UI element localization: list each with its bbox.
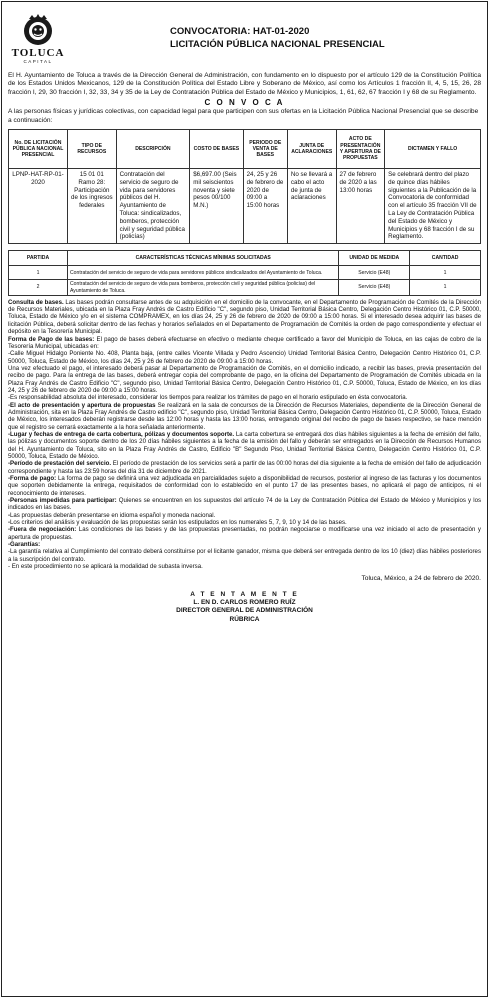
table-cell: 1: [410, 280, 481, 296]
table-row: [9, 280, 481, 296]
table-cell: No se llevará a cabo el acto de junta de aclaraciones: [287, 169, 336, 244]
col-header: ACTO DE PRESENTACIÓN Y APERTURA DE PROPUESTAS: [336, 130, 385, 169]
table-cell: Se celebrará dentro del plazo de quince días hábiles siguientes a la Publicación de la Convocatoria de conformidad con el artículo 35 fracción VII de La Ley de Contratación Pública del Estado de México y Municipios y 68 fracción I de su Reglamento.: [385, 169, 481, 244]
page-subtitle: LICITACIÓN PÚBLICA NACIONAL PRESENCIAL: [170, 39, 385, 50]
paragraph-text: El pago de bases deberá efectuarse en efectivo o mediante cheque certificado a favor del Municipio de Toluca, en las cajas de cobro de la Tesorería Municipal, ubicadas en:: [8, 335, 481, 350]
body-paragraph: [8, 402, 481, 431]
table-cell: Contratación del servicio de seguro de vida para servidores públicos del H. Ayuntamiento de Toluca: sindicalizados, bomberos, protección civil y seguridad pública (policías): [116, 169, 190, 244]
toluca-logo: [12, 13, 64, 64]
col-header: TIPO DE RECURSOS: [68, 130, 117, 169]
signature-block: [8, 591, 481, 625]
paragraph-text: Las bases podrán consultarse antes de su adquisición en el domicilio de la convocante, en el Departamento de Programación de Comités de la Dirección de Recursos Materiales, ubicada en la Plaza Fray Andrés de Castro Edificio "C", segundo piso, Unidad Territorial Básica Centro, Delegación Centro Histórico 01, C.P. 50000, Toluca, Estado de México y/o en el sistema COMPRAMEX, en los días 24, 25 y 26 de febrero de 2020 de 09:00 a 15:00 horas. Si el interesado desea adquirir las bases de licitación Pública, deberá solicitar dentro de las fechas y horarios señalados en el Departamento de Programación de Comités la orden de pago correspondiente y efectuar el depósito en la Tesorería Municipal.: [8, 298, 481, 336]
page-title: CONVOCATORIA: HAT-01-2020: [170, 26, 310, 37]
col-header: JUNTA DE ACLARACIONES: [287, 130, 336, 169]
col-header: DICTAMEN Y FALLO: [385, 130, 481, 169]
body-paragraph: [8, 541, 481, 548]
body-paragraph: [8, 497, 481, 512]
body-paragraph: [8, 336, 481, 351]
paragraph-text: La forma de pago se definirá una vez adjudicada en parcialidades sujeto a disponibilidad de recursos, posterior al ingreso de las facturas y los documentos que soporten debidamente la entrega, requisitados de conformidad con lo establecido en el punto 17 de las presentes bases, no aplicará el pago de anticipos, ni el reconocimiento de intereses.: [8, 475, 481, 497]
licitacion-table-header: [9, 130, 481, 169]
body-paragraph: [8, 299, 481, 336]
col-header: CARACTERÍSTICAS TÉCNICAS MÍNIMAS SOLICITADAS: [68, 251, 339, 266]
header: [8, 7, 481, 69]
intro-paragraph: El H. Ayuntamiento de Toluca a través de la Dirección General de Administración, con fundamento en lo dispuesto por el artículo 129 de la Constitución Política de los Estados Unidos Mexicanos, 129 de la Constitución Política del Estado Libre y Soberano de México, así como los Artículos 1 fracción II, 4, 5, 15, 26, 28 fracción I, 29, 30 fracción I, 32, 33, 34 y 35 de la Ley de Contratación Pública del Estado de México y Municipios, 1, 61, 62, 67 fracción I y 68 de su Reglamento.: [8, 72, 481, 96]
body-paragraph: [8, 475, 481, 497]
paragraph-text: Las condiciones de las bases y de las propuestas presentadas, no podrán negociarse o modificarse una vez iniciado el acto de presentación y apertura de propuestas.: [8, 526, 481, 541]
paragraph-text: La carta cobertura se entregará dos días hábiles siguientes a la fecha de emisión del fallo, las pólizas y documentos soporte dentro de los 20 días hábiles siguientes a la fecha de la emisión del fallo y deberán ser entregados en la Dirección de Recursos Humanos del H. Ayuntamiento de Toluca, sito en la Plaza Fray Andrés de Castro, Edificio "B" Segundo Piso, Unidad Territorial Básica Centro, Delegación Centro Histórico 01, C.P. 50000, Toluca, Estado de México.: [8, 430, 481, 461]
conditions-body: [8, 299, 481, 571]
body-paragraph: [8, 365, 481, 394]
table-cell: Servicio (E48): [339, 266, 410, 280]
paragraph-label: -Período de prestación del servicio.: [8, 460, 112, 468]
paragraph-text: El período de prestación de los servicios será a partir de las 00:00 horas del día siguiente a la fecha de emisión del fallo de adjudicación correspondiente y hasta las 23:59 horas del día 31 de diciembre de 2021.: [8, 460, 482, 475]
logo-subtitle: CAPITAL: [23, 58, 53, 64]
body-paragraph: [8, 563, 481, 570]
toluca-emblem-icon: [21, 13, 55, 47]
table-row: [9, 169, 481, 244]
paragraph-text: Quienes se encuentren en los supuestos del artículo 74 de la Ley de Contratación Pública del Estado de México y Municipios y los indicados en las bases.: [8, 497, 482, 512]
licitacion-table: [8, 129, 481, 244]
paragraph-text: - En este procedimiento no se aplicará la modalidad de subasta inversa.: [8, 563, 203, 571]
body-paragraph: [8, 431, 481, 460]
signatory-position: DIRECTOR GENERAL DE ADMINISTRACIÓN: [176, 607, 313, 615]
body-paragraph: [8, 394, 481, 401]
paragraph-text: -La garantía relativa al Cumplimiento del contrato deberá constituirse por el licitante ganador, misma que deberá ser entregada dentro de los 10 (diez) días hábiles posteriores a la suscripción del contrato.: [8, 548, 481, 563]
paragraph-text: Los criterios del análisis y evaluación de las propuestas serán los estipulados en los numerales 5, 7, 9, 10 y 14 de las bases.: [10, 519, 347, 527]
col-header: UNIDAD DE MEDIDA: [339, 251, 410, 266]
body-paragraph: [8, 460, 481, 475]
paragraph-text: Una vez efectuado el pago, el interesado deberá pasar al Departamento de Programación de Comités, en el domicilio indicado, a recibir las bases, previa presentación del recibo de pago. Para la entrega de las bases, deberá entregar copia del comprobante de pago, en la oficina del Departamento de Programación de Comités ubicada en la Plaza Fray Andrés de Castro Edificio "C", segundo piso, Unidad Territorial Básica Centro, Delegación Centro Histórico 01, C.P. 50000, Toluca, Estado de México, en los días 24, 25 y 26 de febrero de 2020 de 09:00 a 15:00 horas.: [8, 364, 481, 394]
paragraph-label: -: [8, 519, 11, 527]
table-cell: Servicio (E48): [339, 280, 410, 296]
table-row: [9, 266, 481, 280]
paragraph-label: -Lugar y fechas de entrega de carta cobertura, pólizas y documentos soporte.: [8, 430, 235, 438]
table-cell: 27 de febrero de 2020 a las 13:00 horas: [336, 169, 385, 244]
paragraph-text: Se realizará en la sala de concursos de la Dirección de Recursos Materiales, dependiente de la Dirección General de Administración, sita en la Plaza Fray Andrés de Castro edificio "C", segundo piso, Unidad Territorial Básica Centro, Delegación Centro Histórico 01, C.P. 50000, Toluca, Estado de México, los interesados deberán registrarse desde las 12:00 horas y hasta las 13:00 horas, entregando original del recibo de pago de bases respectivo, se hace mención que el registro se cerrará exactamente a la hora señalada anteriormente.: [8, 401, 481, 431]
body-paragraph: [8, 548, 481, 563]
signature-closing: A T E N T A M E N T E: [190, 590, 299, 598]
paragraph-text: Las propuestas deberán presentarse en idioma español y moneda nacional.: [10, 511, 216, 519]
document-page: [1, 1, 488, 997]
convoca-heading: C O N V O C A: [204, 98, 285, 108]
body-paragraph: [8, 519, 481, 526]
logo-name: TOLUCA: [11, 46, 65, 59]
signatory-name: L. EN D. CARLOS ROMERO RUÍZ: [193, 598, 296, 606]
table-cell: 15 01 01 Ramo 28: Participación de los ingresos federales: [68, 169, 117, 244]
table-cell: 1: [410, 266, 481, 280]
paragraph-label: -: [8, 511, 11, 519]
col-header: COSTO DE BASES: [190, 130, 243, 169]
col-header: PARTIDA: [9, 251, 68, 266]
col-header: DESCRIPCIÓN: [116, 130, 190, 169]
table-cell: Contratación del servicio de seguro de vida para bomberos, protección civil y seguridad pública (policías) del Ayuntamiento de Toluca.: [68, 280, 339, 296]
table-cell: Contratación del servicio de seguro de vida para servidores públicos sindicalizados del Ayuntamiento de Toluca.: [68, 266, 339, 280]
table-cell: $6,697.00 (Seis mil seiscientos noventa y siete pesos 00/100 M.N.): [190, 169, 243, 244]
body-paragraph: [8, 350, 481, 365]
paragraph-text: -Es responsabilidad absoluta del interesado, considerar los tiempos para realizar los trámites de pago en el horario estipulado en ésta convocatoria.: [8, 394, 408, 402]
paragraph-text: -Calle Miguel Hidalgo Poniente No. 408, Planta baja, (entre calles Vicente Villada y Pedro Ascencio) Unidad Territorial Básica Centro, Delegación Centro Histórico 01, C.P. 50000, Toluca, Estado de México, los días 24, 25 y 26 de febrero de 2020 de 09:00 a 15:00 horas.: [8, 350, 481, 365]
partidas-table-header: [9, 251, 481, 266]
paragraph-label: Consulta de bases.: [8, 298, 64, 306]
convoca-text: A las personas físicas y jurídicas colectivas, con capacidad legal para que participen con sus ofertas en la Licitación Pública Nacional Presencial que se describe a continuación:: [8, 108, 479, 124]
col-header: PERIODO DE VENTA DE BASES: [243, 130, 287, 169]
header-titles: [170, 25, 385, 51]
paragraph-label: -Personas impedidas para participar:: [8, 497, 117, 505]
table-cell: 2: [9, 280, 68, 296]
paragraph-label: -Fuera de negociación:: [8, 526, 77, 534]
paragraph-label: -Garantías:: [8, 541, 41, 549]
table-cell: 1: [9, 266, 68, 280]
table-cell: LPNP-HAT-RP-01-2020: [9, 169, 68, 244]
paragraph-label: -El acto de presentación y apertura de propuestas: [8, 401, 156, 409]
col-header: No. DE LICITACIÓN PÚBLICA NACIONAL PRESENCIAL: [9, 130, 68, 169]
body-paragraph: [8, 512, 481, 519]
table-cell: 24, 25 y 26 de febrero de 2020 de 09:00 a 15:00 horas: [243, 169, 287, 244]
col-header: CANTIDAD: [410, 251, 481, 266]
body-paragraph: [8, 526, 481, 541]
signature-status: RÚBRICA: [229, 615, 260, 623]
partidas-table: [8, 250, 481, 296]
paragraph-label: Forma de Pago de las bases:: [8, 335, 95, 343]
date-line: Toluca, México, a 24 de febrero de 2020.: [361, 574, 481, 582]
paragraph-label: -Forma de pago:: [8, 475, 57, 483]
